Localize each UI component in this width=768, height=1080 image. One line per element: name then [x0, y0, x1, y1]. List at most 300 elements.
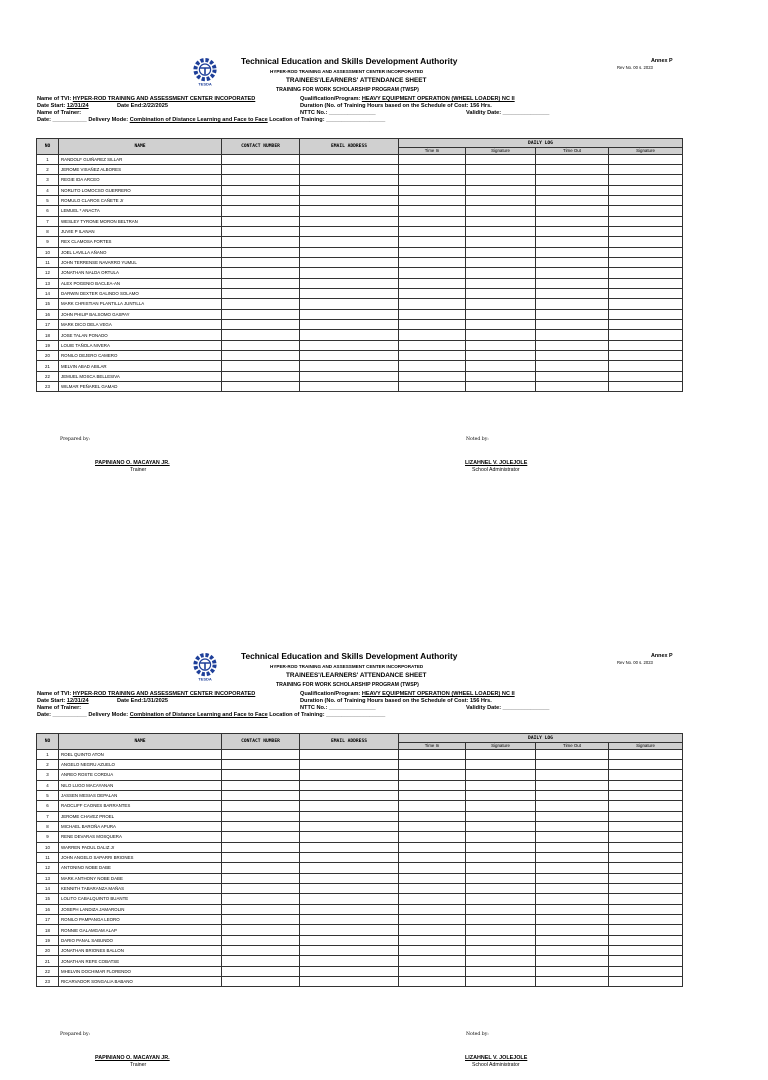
time-in-cell: [399, 361, 466, 371]
email-cell: [300, 904, 399, 914]
row-number: 9: [37, 237, 59, 247]
prepared-by-label: Prepared by:: [60, 1032, 91, 1037]
trainee-row: [37, 925, 683, 935]
trainee-row: [37, 832, 683, 842]
time-in-cell: [399, 759, 466, 769]
signature-out-cell: [609, 185, 683, 195]
trainee-row: [37, 216, 683, 226]
time-out-cell: [536, 154, 609, 164]
time-in-cell: [399, 330, 466, 340]
signature-in-cell: [466, 977, 536, 987]
validity-field: Validity Date: _______________: [466, 705, 550, 711]
signature-in-cell: [466, 309, 536, 319]
contact-cell: [222, 185, 300, 195]
trainee-row: [37, 977, 683, 987]
trainee-name: JOEL LAVILLA AÑANO: [59, 247, 222, 257]
contact-cell: [222, 268, 300, 278]
signature-in-cell: [466, 175, 536, 185]
time-in-cell: [399, 216, 466, 226]
row-number: 19: [37, 935, 59, 945]
col-daily-log-header: DAILY LOG: [399, 734, 683, 743]
time-out-cell: [536, 780, 609, 790]
admin-signatory-name: LIZAHNEL V. JOLEJOLE: [465, 460, 528, 466]
time-out-cell: [536, 894, 609, 904]
time-in-cell: [399, 946, 466, 956]
signature-out-cell: [609, 770, 683, 780]
center-name: HYPER-ROD TRAINING AND ASSESSMENT CENTER INCORPORATED: [270, 664, 424, 669]
signature-out-cell: [609, 821, 683, 831]
tesda-logo-icon: [189, 56, 221, 88]
trainee-name: RADCLIFF CAONES BARRANTES: [59, 801, 222, 811]
signature-out-cell: [609, 925, 683, 935]
trainee-row: [37, 237, 683, 247]
trainer-field: Name of Trainer:: [37, 110, 82, 116]
trainee-name: LEMUEL * ANACTA: [59, 206, 222, 216]
trainer-signatory-name: PAPINIANO O. MACAYAN JR.: [95, 1055, 170, 1061]
trainee-row: [37, 340, 683, 350]
time-in-cell: [399, 237, 466, 247]
trainee-name: MARK CHRISTIAN PLANTILLA JUNTILLA: [59, 299, 222, 309]
email-cell: [300, 216, 399, 226]
trainee-row: [37, 852, 683, 862]
tvi-field: Name of TVI: HYPER-ROD TRAINING AND ASSESSMENT CENTER INCOPORATED: [37, 691, 256, 697]
row-number: 5: [37, 790, 59, 800]
trainee-row: [37, 915, 683, 925]
time-out-cell: [536, 206, 609, 216]
trainee-row: [37, 320, 683, 330]
email-cell: [300, 842, 399, 852]
col-time-out-header: Time Out: [536, 148, 609, 155]
time-out-cell: [536, 351, 609, 361]
contact-cell: [222, 320, 300, 330]
time-in-cell: [399, 288, 466, 298]
time-in-cell: [399, 821, 466, 831]
signature-in-cell: [466, 842, 536, 852]
email-cell: [300, 226, 399, 236]
signature-out-cell: [609, 811, 683, 821]
contact-cell: [222, 195, 300, 205]
attendance-table: [36, 138, 683, 392]
time-in-cell: [399, 247, 466, 257]
trainee-name: JEMUEL MOSCA BELLESIVA: [59, 371, 222, 381]
signature-out-cell: [609, 780, 683, 790]
signature-in-cell: [466, 904, 536, 914]
trainee-name: JASSEN MESIAS DEPALAN: [59, 790, 222, 800]
time-out-cell: [536, 915, 609, 925]
trainee-row: [37, 966, 683, 976]
contact-cell: [222, 749, 300, 759]
email-cell: [300, 268, 399, 278]
time-out-cell: [536, 164, 609, 174]
date-start-field: Date Start: 12/31/24: [37, 103, 89, 109]
time-in-cell: [399, 257, 466, 267]
contact-cell: [222, 904, 300, 914]
time-out-cell: [536, 237, 609, 247]
signature-out-cell: [609, 154, 683, 164]
time-in-cell: [399, 790, 466, 800]
signature-in-cell: [466, 759, 536, 769]
trainee-name: WESLEY TYRONE MORON BELTRAN: [59, 216, 222, 226]
row-number: 18: [37, 925, 59, 935]
signature-in-cell: [466, 811, 536, 821]
contact-cell: [222, 382, 300, 392]
signature-out-cell: [609, 288, 683, 298]
time-out-cell: [536, 749, 609, 759]
time-in-cell: [399, 154, 466, 164]
row-number: 21: [37, 361, 59, 371]
time-in-cell: [399, 164, 466, 174]
signature-out-cell: [609, 206, 683, 216]
date-field: Date: ___________ Delivery Mode: Combination of Distance Learning and Face to Face Location of Training: ___________________: [37, 117, 386, 123]
signature-in-cell: [466, 351, 536, 361]
signature-in-cell: [466, 925, 536, 935]
signature-out-cell: [609, 226, 683, 236]
email-cell: [300, 351, 399, 361]
signature-in-cell: [466, 935, 536, 945]
contact-cell: [222, 852, 300, 862]
contact-cell: [222, 811, 300, 821]
signature-out-cell: [609, 164, 683, 174]
row-number: 3: [37, 770, 59, 780]
trainee-name: JEROME CHAVEZ PROEL: [59, 811, 222, 821]
trainee-row: [37, 801, 683, 811]
svg-text:TESDA: TESDA: [198, 81, 212, 87]
trainee-row: [37, 195, 683, 205]
email-cell: [300, 790, 399, 800]
signature-out-cell: [609, 320, 683, 330]
signature-out-cell: [609, 832, 683, 842]
signature-out-cell: [609, 216, 683, 226]
admin-signatory-role: School Administrator: [472, 467, 520, 473]
signature-in-cell: [466, 832, 536, 842]
trainee-row: [37, 175, 683, 185]
email-cell: [300, 309, 399, 319]
trainee-name: JOHN TERRENSE NAVARRO YUMUL: [59, 257, 222, 267]
signature-in-cell: [466, 863, 536, 873]
trainee-row: [37, 790, 683, 800]
trainee-name: JOSE TALAN PONADO: [59, 330, 222, 340]
email-cell: [300, 185, 399, 195]
signature-out-cell: [609, 852, 683, 862]
row-number: 7: [37, 811, 59, 821]
trainee-name: ANGELO NEGRU AZUELO: [59, 759, 222, 769]
email-cell: [300, 915, 399, 925]
signature-in-cell: [466, 915, 536, 925]
col-no-header: NO: [37, 139, 59, 155]
time-out-cell: [536, 226, 609, 236]
row-number: 10: [37, 247, 59, 257]
sheet-title: TRAINEES'/LEARNERS' ATTENDANCE SHEET: [286, 672, 427, 679]
trainee-name: MELVIN ABAD ABILAR: [59, 361, 222, 371]
row-number: 15: [37, 894, 59, 904]
qualification-field: Qualification/Program: HEAVY EQUIPMENT OPERATION (WHEEL LOADER) NC II: [300, 96, 515, 102]
signature-in-cell: [466, 894, 536, 904]
trainee-row: [37, 770, 683, 780]
contact-cell: [222, 351, 300, 361]
time-in-cell: [399, 278, 466, 288]
time-in-cell: [399, 894, 466, 904]
contact-cell: [222, 216, 300, 226]
contact-cell: [222, 330, 300, 340]
time-in-cell: [399, 770, 466, 780]
row-number: 6: [37, 801, 59, 811]
col-signature-out-header: Signature: [609, 743, 683, 750]
revision-label: Rev No. 00 s. 2023: [617, 660, 653, 665]
trainee-name: RONILO PAMPANGA LEORO: [59, 915, 222, 925]
row-number: 2: [37, 759, 59, 769]
program-title: TRAINING FOR WORK SCHOLARSHIP PROGRAM (TWSP): [276, 682, 419, 688]
trainee-name: MICHAEL BAROÑA APURA: [59, 821, 222, 831]
trainee-row: [37, 935, 683, 945]
trainee-row: [37, 226, 683, 236]
time-out-cell: [536, 216, 609, 226]
email-cell: [300, 821, 399, 831]
signature-in-cell: [466, 749, 536, 759]
time-in-cell: [399, 863, 466, 873]
contact-cell: [222, 832, 300, 842]
time-out-cell: [536, 371, 609, 381]
time-in-cell: [399, 371, 466, 381]
email-cell: [300, 749, 399, 759]
signature-out-cell: [609, 956, 683, 966]
contact-cell: [222, 237, 300, 247]
agency-title: Technical Education and Skills Development Authority: [241, 651, 458, 661]
time-out-cell: [536, 832, 609, 842]
time-in-cell: [399, 749, 466, 759]
signature-out-cell: [609, 195, 683, 205]
col-time-in-header: Time In: [399, 743, 466, 750]
row-number: 11: [37, 257, 59, 267]
contact-cell: [222, 371, 300, 381]
trainee-row: [37, 268, 683, 278]
email-cell: [300, 320, 399, 330]
trainee-name: LOUIE TAÑOLA NIVERA: [59, 340, 222, 350]
signature-out-cell: [609, 361, 683, 371]
email-cell: [300, 288, 399, 298]
email-cell: [300, 340, 399, 350]
qualification-field: Qualification/Program: HEAVY EQUIPMENT OPERATION (WHEEL LOADER) NC II: [300, 691, 515, 697]
signature-in-cell: [466, 226, 536, 236]
time-out-cell: [536, 361, 609, 371]
signature-in-cell: [466, 154, 536, 164]
email-cell: [300, 361, 399, 371]
signature-in-cell: [466, 288, 536, 298]
trainee-name: LOLITO CABALQUINTO BUANTE: [59, 894, 222, 904]
contact-cell: [222, 894, 300, 904]
center-name: HYPER-ROD TRAINING AND ASSESSMENT CENTER INCORPORATED: [270, 69, 424, 74]
trainee-row: [37, 351, 683, 361]
time-in-cell: [399, 966, 466, 976]
email-cell: [300, 852, 399, 862]
row-number: 22: [37, 371, 59, 381]
email-cell: [300, 206, 399, 216]
signature-in-cell: [466, 821, 536, 831]
trainee-name: JOHN PHILIP BALSOMO GASPAY: [59, 309, 222, 319]
col-email-header: EMAIL ADDRESS: [300, 734, 399, 750]
trainee-row: [37, 382, 683, 392]
trainee-name: ROMULO CLAROS CAÑETE Jr: [59, 195, 222, 205]
signature-in-cell: [466, 956, 536, 966]
col-no-header: NO: [37, 734, 59, 750]
tvi-field: Name of TVI: HYPER-ROD TRAINING AND ASSESSMENT CENTER INCOPORATED: [37, 96, 256, 102]
col-signature-header: Signature: [466, 148, 536, 155]
time-out-cell: [536, 842, 609, 852]
signature-in-cell: [466, 361, 536, 371]
contact-cell: [222, 956, 300, 966]
row-number: 16: [37, 309, 59, 319]
trainee-row: [37, 821, 683, 831]
contact-cell: [222, 288, 300, 298]
row-number: 9: [37, 832, 59, 842]
signature-in-cell: [466, 195, 536, 205]
row-number: 16: [37, 904, 59, 914]
contact-cell: [222, 340, 300, 350]
time-out-cell: [536, 185, 609, 195]
time-out-cell: [536, 852, 609, 862]
time-out-cell: [536, 977, 609, 987]
row-number: 17: [37, 320, 59, 330]
email-cell: [300, 832, 399, 842]
row-number: 6: [37, 206, 59, 216]
signature-in-cell: [466, 966, 536, 976]
row-number: 17: [37, 915, 59, 925]
trainee-row: [37, 894, 683, 904]
row-number: 8: [37, 226, 59, 236]
time-out-cell: [536, 759, 609, 769]
signature-in-cell: [466, 299, 536, 309]
contact-cell: [222, 759, 300, 769]
trainee-row: [37, 956, 683, 966]
signature-out-cell: [609, 309, 683, 319]
trainee-name: WARREN PADUL DALIZ Jr: [59, 842, 222, 852]
signature-in-cell: [466, 852, 536, 862]
trainee-name: REGIE IDA ARCEO: [59, 175, 222, 185]
date-end-field: Date End:1/31/2025: [117, 698, 168, 704]
time-in-cell: [399, 915, 466, 925]
trainee-row: [37, 842, 683, 852]
signature-in-cell: [466, 247, 536, 257]
trainee-name: RICARVADOR SONGALIA BABANO: [59, 977, 222, 987]
trainee-row: [37, 206, 683, 216]
time-out-cell: [536, 801, 609, 811]
trainer-field: Name of Trainer:: [37, 705, 82, 711]
trainer-signatory-role: Trainer: [130, 467, 147, 473]
row-number: 14: [37, 288, 59, 298]
signature-out-cell: [609, 863, 683, 873]
row-number: 12: [37, 268, 59, 278]
signature-out-cell: [609, 268, 683, 278]
time-out-cell: [536, 863, 609, 873]
time-in-cell: [399, 268, 466, 278]
duration-field: Duration (No. of Training Hours based on the Schedule of Cost: 156 Hrs.: [300, 103, 492, 109]
row-number: 3: [37, 175, 59, 185]
contact-cell: [222, 226, 300, 236]
time-out-cell: [536, 821, 609, 831]
date-start-field: Date Start: 12/31/24: [37, 698, 89, 704]
time-out-cell: [536, 883, 609, 893]
time-in-cell: [399, 925, 466, 935]
trainee-name: MARK DICO DELA VEGA: [59, 320, 222, 330]
signature-out-cell: [609, 904, 683, 914]
signature-out-cell: [609, 351, 683, 361]
contact-cell: [222, 154, 300, 164]
time-out-cell: [536, 309, 609, 319]
time-in-cell: [399, 935, 466, 945]
signature-out-cell: [609, 883, 683, 893]
row-number: 2: [37, 164, 59, 174]
email-cell: [300, 759, 399, 769]
signature-in-cell: [466, 801, 536, 811]
row-number: 10: [37, 842, 59, 852]
row-number: 12: [37, 863, 59, 873]
row-number: 23: [37, 977, 59, 987]
time-out-cell: [536, 247, 609, 257]
contact-cell: [222, 247, 300, 257]
contact-cell: [222, 842, 300, 852]
contact-cell: [222, 257, 300, 267]
attendance-table: [36, 733, 683, 987]
trainee-row: [37, 780, 683, 790]
contact-cell: [222, 164, 300, 174]
contact-cell: [222, 946, 300, 956]
contact-cell: [222, 780, 300, 790]
contact-cell: [222, 915, 300, 925]
email-cell: [300, 195, 399, 205]
contact-cell: [222, 821, 300, 831]
contact-cell: [222, 966, 300, 976]
trainee-row: [37, 946, 683, 956]
row-number: 23: [37, 382, 59, 392]
date-end-field: Date End:2/22/2025: [117, 103, 168, 109]
email-cell: [300, 278, 399, 288]
time-in-cell: [399, 185, 466, 195]
trainee-name: ROEL QUINTO ATON: [59, 749, 222, 759]
signature-out-cell: [609, 790, 683, 800]
signature-in-cell: [466, 382, 536, 392]
email-cell: [300, 925, 399, 935]
svg-text:TESDA: TESDA: [198, 676, 212, 682]
row-number: 7: [37, 216, 59, 226]
signature-in-cell: [466, 790, 536, 800]
trainee-name: MARK ANTHONY NOBE DABE: [59, 873, 222, 883]
row-number: 19: [37, 340, 59, 350]
trainee-row: [37, 164, 683, 174]
signature-in-cell: [466, 268, 536, 278]
contact-cell: [222, 278, 300, 288]
col-email-header: EMAIL ADDRESS: [300, 139, 399, 155]
admin-signatory-role: School Administrator: [472, 1062, 520, 1068]
row-number: 4: [37, 780, 59, 790]
trainee-name: DARWIN DEXTER GALINDO SOLAMO: [59, 288, 222, 298]
email-cell: [300, 175, 399, 185]
noted-by-label: Noted by:: [466, 1032, 489, 1037]
email-cell: [300, 154, 399, 164]
time-out-cell: [536, 330, 609, 340]
col-name-header: NAME: [59, 734, 222, 750]
col-daily-log-header: DAILY LOG: [399, 139, 683, 148]
trainee-row: [37, 371, 683, 381]
email-cell: [300, 237, 399, 247]
time-in-cell: [399, 904, 466, 914]
validity-field: Validity Date: _______________: [466, 110, 550, 116]
row-number: 21: [37, 956, 59, 966]
signature-out-cell: [609, 749, 683, 759]
trainee-row: [37, 299, 683, 309]
trainee-name: RENE DEVARAS MOSQUERA: [59, 832, 222, 842]
trainee-row: [37, 361, 683, 371]
time-in-cell: [399, 309, 466, 319]
signature-out-cell: [609, 873, 683, 883]
